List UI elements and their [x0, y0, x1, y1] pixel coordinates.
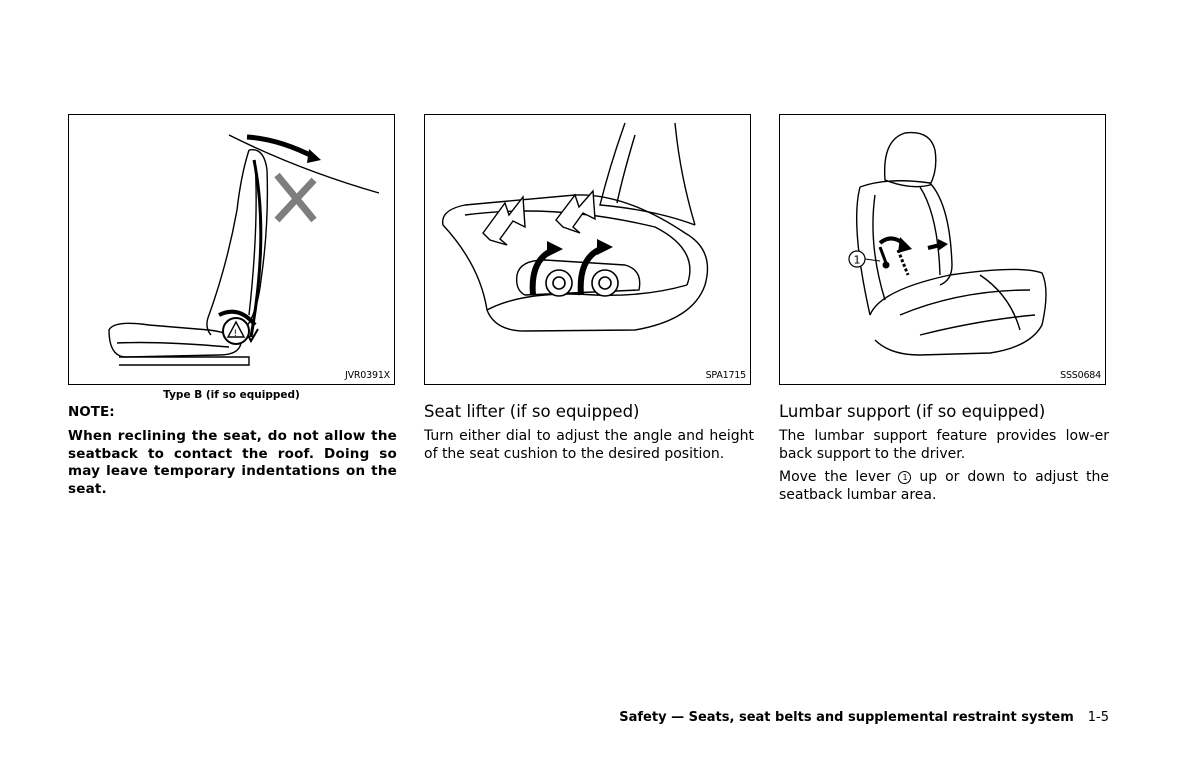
seat-lifter-illustration	[425, 115, 751, 385]
figure-caption: Type B (if so equipped)	[163, 389, 300, 401]
page-footer	[619, 710, 1109, 725]
note-text: When reclining the seat, do not allow the seatback to contact the roof. Doing so may leave temporary indentations on the seat.	[68, 428, 397, 497]
note-heading: NOTE:	[68, 404, 115, 420]
lumbar-support-text: The lumbar support feature provides low-er back support to the driver.	[779, 428, 1109, 462]
page-number: 1-5	[1087, 710, 1109, 725]
figure-code: SSS0684	[1060, 370, 1101, 381]
seat-lifter-title: Seat lifter (if so equipped)	[424, 402, 640, 421]
lever-marker: 1	[898, 471, 911, 484]
figure-code: JVR0391X	[345, 370, 390, 381]
lever-callout-number: 1	[853, 253, 861, 267]
lumbar-support-instructions	[779, 469, 1109, 504]
figure-code: SPA1715	[705, 370, 746, 381]
figure-lumbar-support	[779, 114, 1106, 385]
instruction-part: Move the lever	[779, 469, 899, 485]
seat-lifter-text: Turn either dial to adjust the angle and height of the seat cushion to the desired position.	[424, 428, 754, 462]
lumbar-seat-illustration	[780, 115, 1106, 385]
lumbar-support-title: Lumbar support (if so equipped)	[779, 402, 1046, 421]
seat-recline-illustration	[69, 115, 395, 385]
svg-text:!: !	[233, 329, 238, 339]
figure-seat-lifter	[424, 114, 751, 385]
footer-section: Safety — Seats, seat belts and supplemental restraint system	[619, 710, 1074, 725]
figure-reclining-seat	[68, 114, 395, 385]
instruction-part: up or down to adjust the seatback lumbar area.	[779, 469, 1109, 503]
